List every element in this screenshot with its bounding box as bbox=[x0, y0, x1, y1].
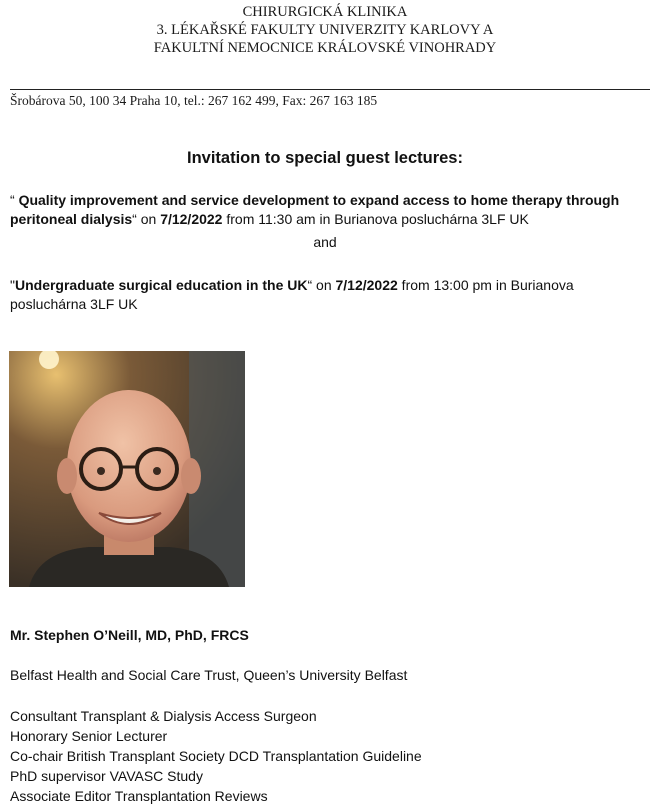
invitation-title: Invitation to special guest lectures: bbox=[187, 149, 463, 167]
speaker-affiliation: Belfast Health and Social Care Trust, Queen’s University Belfast bbox=[10, 667, 408, 683]
lecture-1-date: 7/12/2022 bbox=[160, 211, 223, 227]
lecture-1-name: Quality improvement and service development to expand access to home therapy through peritoneal dialysis bbox=[10, 192, 620, 227]
lecture-2-date: 7/12/2022 bbox=[335, 277, 398, 293]
letterhead-line-2: 3. LÉKAŘSKÉ FAKULTY UNIVERZITY KARLOVY A bbox=[156, 22, 494, 38]
speaker-portrait-photo bbox=[9, 351, 245, 587]
lecture-1-paragraph bbox=[10, 191, 640, 229]
lecture-1-quote-open: “ bbox=[10, 192, 19, 208]
speaker-photo bbox=[9, 351, 245, 587]
letterhead-line-3: FAKULTNÍ NEMOCNICE KRÁLOVSKÉ VINOHRADY bbox=[153, 40, 497, 56]
letterhead-address: Šrobárova 50, 100 34 Praha 10, tel.: 267 162 499, Fax: 267 163 185 bbox=[10, 93, 378, 108]
speaker-role: Consultant Transplant & Dialysis Access Surgeon bbox=[10, 708, 317, 724]
lecture-2-quote-close: “ on bbox=[307, 277, 336, 293]
lecture-2-name: Undergraduate surgical education in the UK bbox=[14, 277, 308, 293]
lecture-1-details: from 11:30 am in Burianova posluchárna 3LF UK bbox=[222, 211, 529, 227]
letterhead-line-1: CHIRURGICKÁ KLINIKA bbox=[242, 4, 408, 20]
lecture-2-paragraph bbox=[10, 276, 640, 314]
header-divider bbox=[10, 89, 650, 90]
lecture-2-quote-open: " bbox=[10, 277, 15, 293]
lecture-1-quote-close: “ on bbox=[132, 211, 161, 227]
speaker-role: Co-chair British Transplant Society DCD Transplantation Guideline bbox=[10, 748, 422, 764]
lecture-conjunction: and bbox=[313, 234, 337, 250]
speaker-name: Mr. Stephen O’Neill, MD, PhD, FRCS bbox=[10, 627, 249, 643]
speaker-roles-list bbox=[10, 706, 422, 806]
speaker-role: Associate Editor Transplantation Reviews bbox=[10, 788, 268, 804]
speaker-role: PhD supervisor VAVASC Study bbox=[10, 768, 203, 784]
lecture-2-details: from 13:00 pm in Burianova posluchárna 3LF UK bbox=[10, 277, 574, 312]
speaker-role: Honorary Senior Lecturer bbox=[10, 728, 168, 744]
